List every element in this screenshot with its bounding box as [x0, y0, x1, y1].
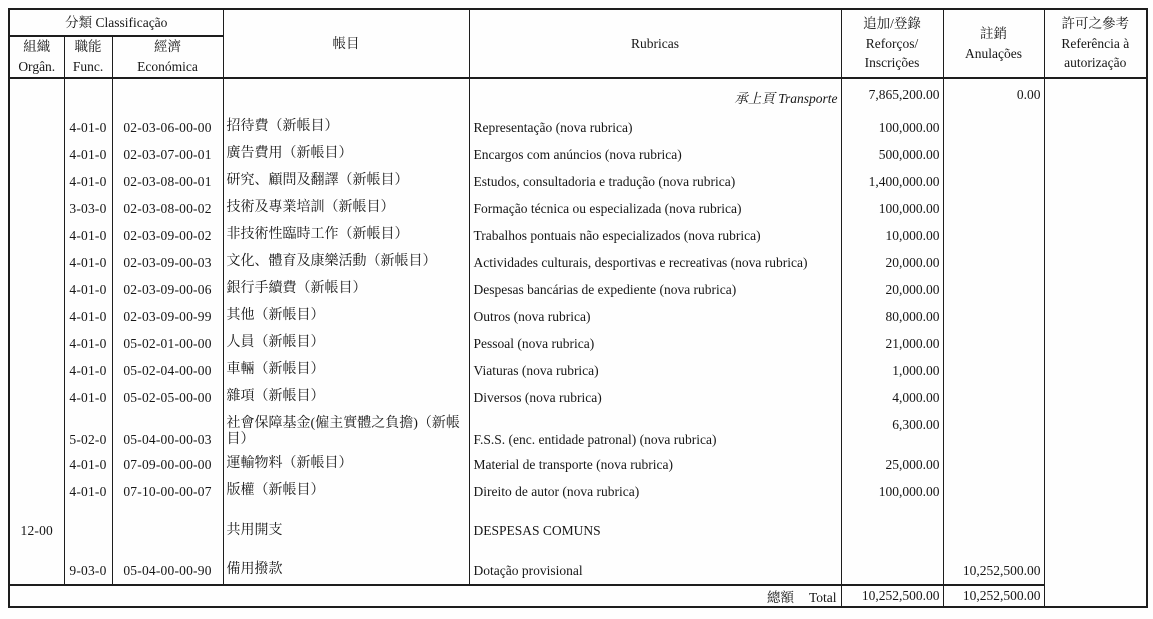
cell-rubrica: Direito de autor (nova rubrica)	[469, 478, 841, 505]
table-row	[9, 249, 1147, 276]
cell-org-code	[9, 195, 64, 222]
table-row	[9, 195, 1147, 222]
cell-anulacoes	[943, 249, 1044, 276]
cell-reforcos	[841, 505, 943, 557]
cell-account: 研究、顧問及翻譯（新帳目）	[223, 168, 469, 195]
cell-econ-code: 07-10-00-00-07	[112, 478, 223, 505]
carry-forward-reforcos: 7,865,200.00	[841, 78, 943, 114]
cell-autorizacao	[1044, 222, 1147, 249]
table-row	[9, 451, 1147, 478]
cell-econ-code: 05-04-00-00-90	[112, 557, 223, 585]
cell-rubrica: Despesas bancárias de expediente (nova rubrica)	[469, 276, 841, 303]
cell-org-code	[9, 222, 64, 249]
table-row	[9, 114, 1147, 141]
cell-econ-code: 05-02-01-00-00	[112, 330, 223, 357]
cell-org-code	[9, 141, 64, 168]
cell-reforcos: 25,000.00	[841, 451, 943, 478]
header-cancellations-pt: Anulações	[965, 45, 1023, 61]
header-func-pt: Func.	[72, 59, 104, 74]
cell-anulacoes	[943, 478, 1044, 505]
cell-func-code: 4-01-0	[64, 222, 112, 249]
table-row	[9, 357, 1147, 384]
cell-econ-code	[112, 505, 223, 557]
cell-econ-code: 02-03-09-00-99	[112, 303, 223, 330]
header-authorization-pt1: Referência à	[1061, 35, 1130, 51]
cell-autorizacao	[1044, 384, 1147, 411]
cell-rubrica: Formação técnica ou especializada (nova rubrica)	[469, 195, 841, 222]
header-org-zh: 組織	[23, 39, 51, 55]
cell-account: 廣告費用（新帳目）	[223, 141, 469, 168]
cell-org-code	[9, 357, 64, 384]
cell-account: 其他（新帳目）	[223, 303, 469, 330]
cell-account	[223, 78, 469, 114]
cell-func-code: 4-01-0	[64, 330, 112, 357]
cell-anulacoes	[943, 357, 1044, 384]
cell-econ-code: 02-03-09-00-02	[112, 222, 223, 249]
cell-autorizacao	[1044, 451, 1147, 478]
total-label	[9, 585, 841, 607]
cell-org-code	[9, 168, 64, 195]
cell-anulacoes	[943, 411, 1044, 451]
cell-org-code	[9, 451, 64, 478]
header-org-pt: Orgân.	[18, 59, 56, 74]
cell-org-code	[9, 411, 64, 451]
cell-account: 非技術性臨時工作（新帳目）	[223, 222, 469, 249]
cell-anulacoes	[943, 114, 1044, 141]
budget-table	[8, 8, 1148, 608]
cell-anulacoes	[943, 195, 1044, 222]
cell-account: 備用撥款	[223, 557, 469, 585]
cell-anulacoes	[943, 222, 1044, 249]
cell-func-code: 4-01-0	[64, 303, 112, 330]
cell-func-code	[64, 505, 112, 557]
header-rubricas: Rubricas	[469, 9, 841, 78]
cell-anulacoes	[943, 168, 1044, 195]
total-row	[9, 585, 1147, 607]
cell-account: 文化、體育及康樂活動（新帳目）	[223, 249, 469, 276]
cell-account: 招待費（新帳目）	[223, 114, 469, 141]
header-func-zh: 職能	[74, 39, 102, 55]
cell-econ-code: 07-09-00-00-00	[112, 451, 223, 478]
table-row	[9, 557, 1147, 585]
header-econ-zh: 經濟	[154, 39, 182, 55]
table-body	[9, 78, 1147, 607]
cell-econ-code: 02-03-06-00-00	[112, 114, 223, 141]
table-row	[9, 141, 1147, 168]
cell-account: 共用開支	[223, 505, 469, 557]
cell-autorizacao	[1044, 357, 1147, 384]
cell-org-code	[9, 249, 64, 276]
header-cancellations	[943, 9, 1044, 78]
cell-reforcos: 100,000.00	[841, 114, 943, 141]
header-authorization-zh: 許可之參考	[1061, 16, 1130, 32]
cell-func-code: 4-01-0	[64, 249, 112, 276]
cell-org-code	[9, 330, 64, 357]
total-reforcos: 10,252,500.00	[841, 585, 943, 607]
table-row	[9, 384, 1147, 411]
header-reinforcements-pt1: Reforços/	[865, 35, 919, 51]
cell-func-code: 4-01-0	[64, 357, 112, 384]
cell-reforcos: 80,000.00	[841, 303, 943, 330]
cell-reforcos: 100,000.00	[841, 478, 943, 505]
cell-func-code: 4-01-0	[64, 141, 112, 168]
cell-rubrica: DESPESAS COMUNS	[469, 505, 841, 557]
cell-econ-code: 05-02-05-00-00	[112, 384, 223, 411]
cell-func-code: 4-01-0	[64, 451, 112, 478]
cell-autorizacao	[1044, 411, 1147, 451]
header-func	[64, 36, 112, 78]
total-anulacoes: 10,252,500.00	[943, 585, 1044, 607]
cell-func-code: 4-01-0	[64, 384, 112, 411]
table-row	[9, 478, 1147, 505]
table-row	[9, 222, 1147, 249]
cell-autorizacao	[1044, 78, 1147, 114]
cell-anulacoes	[943, 330, 1044, 357]
cell-func-code	[64, 78, 112, 114]
cell-rubrica: Encargos com anúncios (nova rubrica)	[469, 141, 841, 168]
cell-anulacoes	[943, 276, 1044, 303]
table-row	[9, 411, 1147, 451]
cell-rubrica: Material de transporte (nova rubrica)	[469, 451, 841, 478]
table-row	[9, 303, 1147, 330]
cell-econ-code: 05-04-00-00-03	[112, 411, 223, 451]
cell-reforcos: 21,000.00	[841, 330, 943, 357]
cell-func-code: 4-01-0	[64, 478, 112, 505]
cell-func-code: 3-03-0	[64, 195, 112, 222]
header-reinforcements-pt2: Inscrições	[864, 55, 920, 71]
cell-anulacoes: 10,252,500.00	[943, 557, 1044, 585]
cell-autorizacao	[1044, 276, 1147, 303]
carry-forward-label: 承上頁 Transporte	[469, 78, 841, 114]
header-authorization	[1044, 9, 1147, 78]
cell-rubrica: Diversos (nova rubrica)	[469, 384, 841, 411]
cell-reforcos	[841, 557, 943, 585]
cell-autorizacao	[1044, 168, 1147, 195]
cell-econ-code	[112, 78, 223, 114]
cell-rubrica: Viaturas (nova rubrica)	[469, 357, 841, 384]
cell-autorizacao	[1044, 303, 1147, 330]
cell-rubrica: Pessoal (nova rubrica)	[469, 330, 841, 357]
cell-org-code	[9, 78, 64, 114]
cell-anulacoes	[943, 451, 1044, 478]
cell-account: 車輛（新帳目）	[223, 357, 469, 384]
header-econ	[112, 36, 223, 78]
cell-econ-code: 02-03-09-00-03	[112, 249, 223, 276]
cell-account: 雜項（新帳目）	[223, 384, 469, 411]
cell-func-code: 5-02-0	[64, 411, 112, 451]
cell-reforcos: 100,000.00	[841, 195, 943, 222]
cell-org-code	[9, 478, 64, 505]
table-row	[9, 168, 1147, 195]
carry-forward-row	[9, 78, 1147, 114]
cell-account: 人員（新帳目）	[223, 330, 469, 357]
cell-account: 版權（新帳目）	[223, 478, 469, 505]
cell-org-code	[9, 303, 64, 330]
cell-func-code: 9-03-0	[64, 557, 112, 585]
cell-rubrica: Actividades culturais, desportivas e recreativas (nova rubrica)	[469, 249, 841, 276]
cell-anulacoes	[943, 384, 1044, 411]
cell-reforcos: 20,000.00	[841, 276, 943, 303]
cell-org-code	[9, 276, 64, 303]
cell-econ-code: 02-03-08-00-01	[112, 168, 223, 195]
cell-rubrica: F.S.S. (enc. entidade patronal) (nova rubrica)	[469, 411, 841, 451]
cell-econ-code: 05-02-04-00-00	[112, 357, 223, 384]
cell-account: 社會保障基金(僱主實體之負擔)（新帳目）	[223, 411, 469, 451]
cell-reforcos: 1,000.00	[841, 357, 943, 384]
cell-rubrica: Estudos, consultadoria e tradução (nova rubrica)	[469, 168, 841, 195]
table-row	[9, 330, 1147, 357]
cell-anulacoes	[943, 505, 1044, 557]
cell-reforcos: 4,000.00	[841, 384, 943, 411]
cell-autorizacao	[1044, 478, 1147, 505]
cell-reforcos: 20,000.00	[841, 249, 943, 276]
cell-func-code: 4-01-0	[64, 276, 112, 303]
cell-autorizacao	[1044, 249, 1147, 276]
cell-autorizacao	[1044, 195, 1147, 222]
carry-forward-anulacoes: 0.00	[943, 78, 1044, 114]
cell-account: 技術及專業培訓（新帳目）	[223, 195, 469, 222]
cell-reforcos: 10,000.00	[841, 222, 943, 249]
cell-func-code: 4-01-0	[64, 168, 112, 195]
header-reinforcements	[841, 9, 943, 78]
table-row	[9, 505, 1147, 557]
cell-org-code	[9, 557, 64, 585]
total-label-pt: Total	[808, 590, 837, 605]
cell-econ-code: 02-03-08-00-02	[112, 195, 223, 222]
cell-account: 運輸物料（新帳目）	[223, 451, 469, 478]
header-account: 帳目	[223, 9, 469, 78]
table-row	[9, 276, 1147, 303]
header-classification: 分類 Classificação	[9, 9, 223, 36]
cell-rubrica: Representação (nova rubrica)	[469, 114, 841, 141]
header-reinforcements-zh: 追加/登錄	[863, 16, 921, 32]
cell-func-code: 4-01-0	[64, 114, 112, 141]
cell-autorizacao	[1044, 141, 1147, 168]
header-econ-pt: Económica	[137, 59, 198, 74]
cell-org-code: 12-00	[9, 505, 64, 557]
cell-rubrica: Outros (nova rubrica)	[469, 303, 841, 330]
cell-org-code	[9, 384, 64, 411]
cell-rubrica: Trabalhos pontuais não especializados (nova rubrica)	[469, 222, 841, 249]
cell-autorizacao	[1044, 585, 1147, 607]
cell-autorizacao	[1044, 557, 1147, 585]
cell-rubrica: Dotação provisional	[469, 557, 841, 585]
cell-econ-code: 02-03-09-00-06	[112, 276, 223, 303]
total-label-zh: 總額	[766, 590, 794, 605]
header-authorization-pt2: autorização	[1064, 55, 1127, 71]
cell-anulacoes	[943, 303, 1044, 330]
cell-org-code	[9, 114, 64, 141]
cell-reforcos: 500,000.00	[841, 141, 943, 168]
cell-reforcos: 1,400,000.00	[841, 168, 943, 195]
cell-autorizacao	[1044, 505, 1147, 557]
cell-econ-code: 02-03-07-00-01	[112, 141, 223, 168]
cell-autorizacao	[1044, 114, 1147, 141]
header-org	[9, 36, 64, 78]
header-cancellations-zh: 註銷	[980, 25, 1008, 41]
cell-account: 銀行手續費（新帳目）	[223, 276, 469, 303]
cell-reforcos: 6,300.00	[841, 411, 943, 451]
cell-anulacoes	[943, 141, 1044, 168]
table-header	[9, 9, 1147, 78]
cell-autorizacao	[1044, 330, 1147, 357]
